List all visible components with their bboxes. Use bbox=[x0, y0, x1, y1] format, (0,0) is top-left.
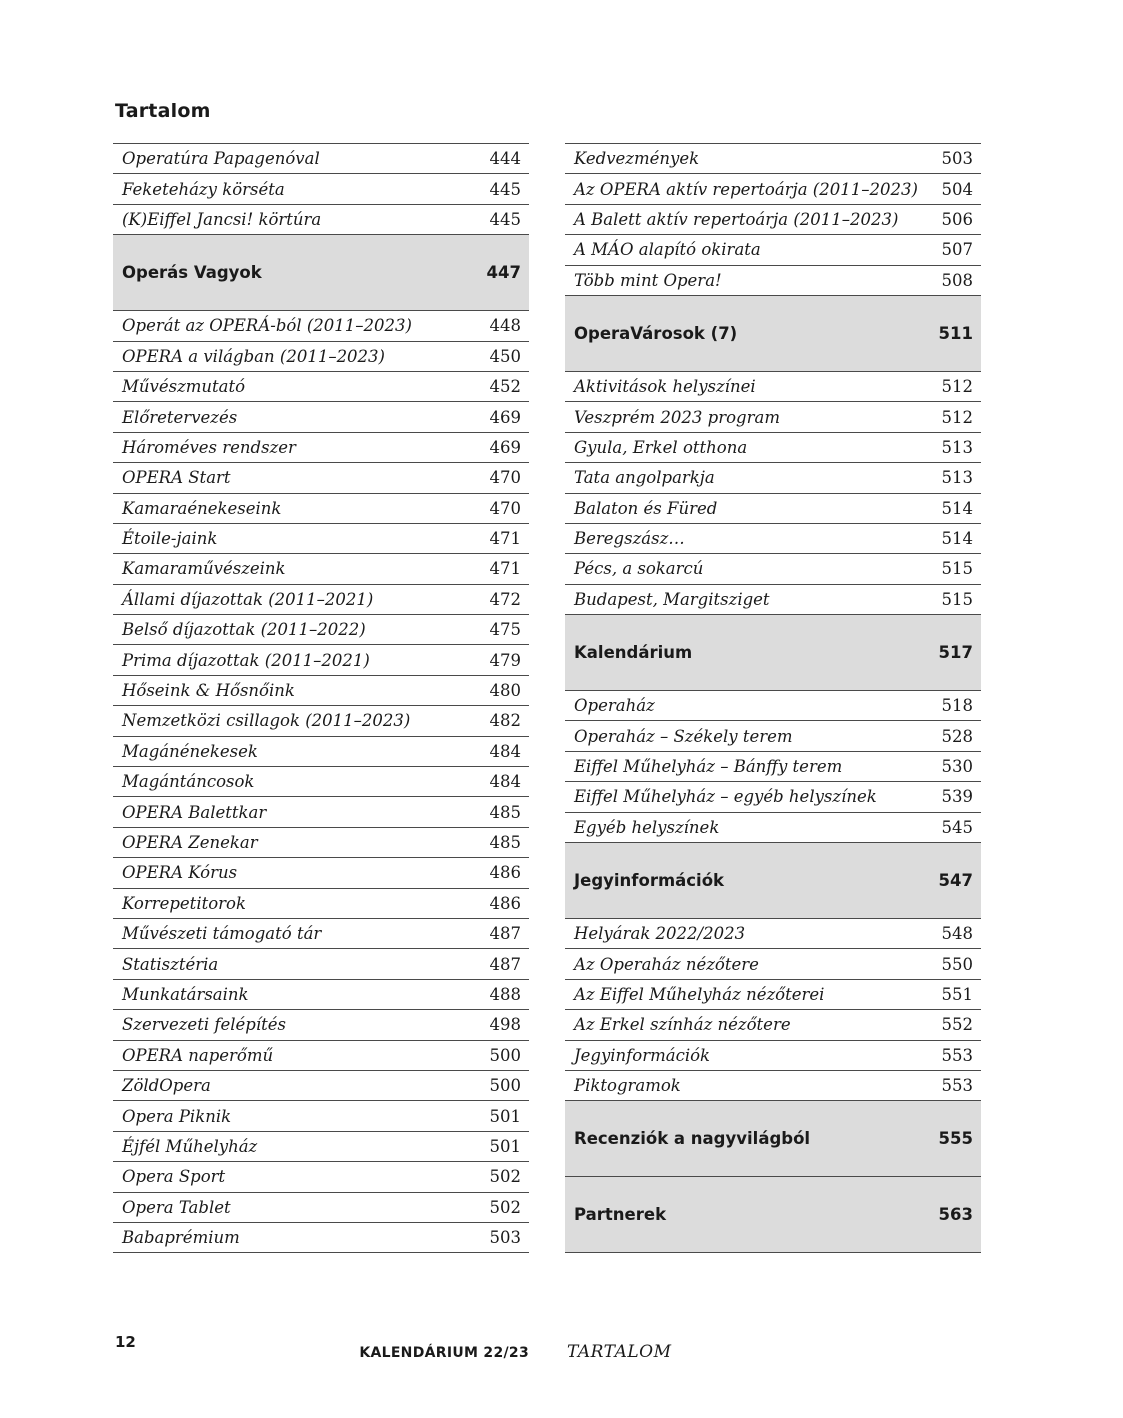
entry-title: Operaház – Székely terem bbox=[574, 726, 793, 746]
entry-title: Jegyinformációk bbox=[574, 1045, 711, 1065]
entry-title: Operatúra Papagenóval bbox=[122, 149, 320, 169]
section-page-number: 511 bbox=[938, 323, 973, 343]
entry-page-number: 551 bbox=[941, 985, 973, 1004]
entry-page-number: 487 bbox=[489, 924, 521, 944]
entry-title: Állami díjazottak (2011–2021) bbox=[122, 589, 374, 609]
entry-page-number: 501 bbox=[489, 1106, 521, 1126]
entry-title: Magántáncosok bbox=[122, 772, 255, 792]
entry-page-number: 512 bbox=[941, 377, 973, 397]
entry-page-number: 512 bbox=[941, 407, 973, 427]
toc-section-header bbox=[565, 1177, 981, 1253]
section-page-number: 517 bbox=[938, 643, 973, 663]
entry-title: Előretervezés bbox=[122, 407, 238, 427]
toc-entry bbox=[113, 949, 529, 979]
entry-page-number: 469 bbox=[489, 437, 521, 457]
entry-page-number: 487 bbox=[489, 954, 521, 974]
footer-section-name: TARTALOM bbox=[567, 1342, 672, 1362]
entry-page-number: 515 bbox=[941, 559, 973, 579]
toc-entry bbox=[565, 813, 981, 843]
toc-entry bbox=[565, 980, 981, 1010]
toc-entry bbox=[113, 494, 529, 524]
toc-entry bbox=[113, 205, 529, 235]
toc-entry bbox=[113, 1101, 529, 1131]
entry-page-number: 475 bbox=[489, 620, 521, 640]
toc-section-header bbox=[113, 235, 529, 311]
toc-entry bbox=[113, 645, 529, 675]
entry-page-number: 514 bbox=[941, 529, 973, 549]
toc-entry bbox=[565, 782, 981, 812]
toc-entry bbox=[113, 737, 529, 767]
entry-title: Babaprémium bbox=[122, 1228, 240, 1248]
entry-title: Éjfél Műhelyház bbox=[122, 1136, 258, 1156]
entry-title: OPERA naperőmű bbox=[122, 1045, 274, 1065]
entry-title: Nemzetközi csillagok (2011–2023) bbox=[122, 711, 411, 731]
toc-entry bbox=[565, 691, 981, 721]
toc-entry bbox=[113, 402, 529, 432]
entry-page-number: 486 bbox=[489, 863, 521, 883]
entry-title: A MÁO alapító okirata bbox=[574, 240, 761, 260]
entry-title: Prima díjazottak (2011–2021) bbox=[122, 650, 370, 670]
entry-title: Munkatársaink bbox=[122, 984, 249, 1004]
entry-page-number: 513 bbox=[941, 468, 973, 488]
entry-title: Kedvezmények bbox=[574, 149, 700, 169]
entry-page-number: 528 bbox=[941, 726, 973, 746]
toc-entry bbox=[113, 615, 529, 645]
toc-entry bbox=[565, 1010, 981, 1040]
toc-entry bbox=[113, 767, 529, 797]
entry-title: Beregszász… bbox=[574, 529, 685, 549]
entry-page-number: 450 bbox=[489, 346, 521, 366]
entry-page-number: 484 bbox=[489, 741, 521, 761]
entry-page-number: 485 bbox=[489, 833, 521, 852]
entry-title: Feketeházy körséta bbox=[122, 179, 285, 199]
toc-entry bbox=[113, 1193, 529, 1223]
page-number: 12 bbox=[115, 1333, 136, 1351]
toc-entry bbox=[113, 1071, 529, 1101]
toc-entry bbox=[113, 797, 529, 827]
section-page-number: 547 bbox=[938, 871, 973, 891]
entry-page-number: 444 bbox=[489, 149, 521, 169]
section-title: Partnerek bbox=[574, 1205, 667, 1225]
entry-title: OPERA a világban (2011–2023) bbox=[122, 346, 385, 366]
toc-entry bbox=[565, 1071, 981, 1101]
toc-entry bbox=[113, 889, 529, 919]
toc-entry bbox=[113, 144, 529, 174]
entry-page-number: 507 bbox=[941, 240, 973, 260]
entry-page-number: 515 bbox=[941, 589, 973, 609]
toc-entry bbox=[565, 433, 981, 463]
entry-page-number: 548 bbox=[941, 924, 973, 944]
entry-page-number: 470 bbox=[489, 468, 521, 488]
toc-entry bbox=[113, 828, 529, 858]
entry-title: Kamaraművészeink bbox=[122, 559, 286, 579]
entry-title: Statisztéria bbox=[122, 954, 219, 974]
entry-title: OPERA Start bbox=[122, 468, 231, 488]
entry-title: Szervezeti felépítés bbox=[122, 1015, 286, 1035]
entry-title: Étoile-jaink bbox=[122, 529, 218, 549]
entry-page-number: 553 bbox=[941, 1045, 973, 1065]
toc-section-header bbox=[565, 1101, 981, 1177]
toc-entry bbox=[113, 1041, 529, 1071]
section-title: Kalendárium bbox=[574, 643, 693, 663]
toc-entry bbox=[565, 372, 981, 402]
toc-entry bbox=[565, 721, 981, 751]
section-title: Recenziók a nagyvilágból bbox=[574, 1129, 811, 1149]
entry-title: Opera Piknik bbox=[122, 1106, 232, 1126]
entry-title: Hőseink & Hősnőink bbox=[122, 681, 295, 701]
section-title: Operás Vagyok bbox=[122, 263, 262, 283]
entry-page-number: 539 bbox=[941, 787, 973, 807]
entry-title: Opera Sport bbox=[122, 1167, 226, 1187]
entry-title: Több mint Opera! bbox=[574, 270, 722, 290]
entry-title: Egyéb helyszínek bbox=[574, 817, 720, 837]
toc-entry bbox=[565, 463, 981, 493]
toc-entry bbox=[113, 463, 529, 493]
entry-title: Pécs, a sokarcú bbox=[574, 559, 704, 579]
entry-page-number: 448 bbox=[489, 316, 521, 336]
toc-entry bbox=[113, 1162, 529, 1192]
toc-entry bbox=[113, 372, 529, 402]
entry-page-number: 502 bbox=[489, 1167, 521, 1187]
entry-title: Korrepetitorok bbox=[122, 893, 246, 913]
toc-entry bbox=[113, 1223, 529, 1253]
toc-entry bbox=[565, 174, 981, 204]
toc-entry bbox=[113, 311, 529, 341]
entry-title: Operát az OPERÁ-ból (2011–2023) bbox=[122, 316, 412, 336]
entry-page-number: 445 bbox=[489, 179, 521, 199]
entry-title: Operaház bbox=[574, 696, 655, 716]
entry-page-number: 530 bbox=[941, 757, 973, 777]
section-title: OperaVárosok (7) bbox=[574, 323, 738, 343]
toc-entry bbox=[113, 980, 529, 1010]
section-page-number: 563 bbox=[938, 1205, 973, 1225]
entry-page-number: 472 bbox=[489, 589, 521, 609]
page-title: Tartalom bbox=[115, 100, 211, 122]
toc-entry bbox=[565, 752, 981, 782]
entry-page-number: 482 bbox=[489, 711, 521, 731]
entry-title: OPERA Balettkar bbox=[122, 802, 267, 822]
toc-entry bbox=[113, 174, 529, 204]
entry-page-number: 545 bbox=[941, 817, 973, 837]
section-page-number: 555 bbox=[938, 1129, 973, 1149]
toc-entry bbox=[565, 494, 981, 524]
entry-page-number: 550 bbox=[941, 954, 973, 974]
entry-page-number: 513 bbox=[941, 437, 973, 457]
toc-entry bbox=[113, 1010, 529, 1040]
entry-page-number: 469 bbox=[489, 407, 521, 427]
entry-title: Hároméves rendszer bbox=[122, 437, 296, 457]
toc-entry bbox=[113, 554, 529, 584]
entry-page-number: 502 bbox=[489, 1197, 521, 1217]
entry-title: A Balett aktív repertoárja (2011–2023) bbox=[574, 209, 899, 229]
entry-page-number: 508 bbox=[941, 270, 973, 290]
toc-entry bbox=[565, 554, 981, 584]
entry-title: Balaton és Füred bbox=[574, 498, 718, 518]
entry-page-number: 501 bbox=[489, 1136, 521, 1156]
toc-entry bbox=[113, 919, 529, 949]
entry-page-number: 445 bbox=[489, 209, 521, 229]
entry-page-number: 480 bbox=[489, 681, 521, 701]
toc-column-right bbox=[565, 143, 981, 1253]
entry-title: ZöldOpera bbox=[122, 1076, 211, 1096]
entry-title: Gyula, Erkel otthona bbox=[574, 437, 748, 457]
entry-page-number: 471 bbox=[489, 529, 521, 549]
toc-entry bbox=[565, 266, 981, 296]
entry-title: Piktogramok bbox=[574, 1076, 681, 1096]
entry-page-number: 504 bbox=[941, 179, 973, 199]
entry-title: Kamaraénekeseink bbox=[122, 498, 282, 518]
entry-title: Aktivitások helyszínei bbox=[574, 377, 756, 397]
entry-page-number: 503 bbox=[941, 149, 973, 169]
toc-column-left bbox=[113, 143, 529, 1253]
entry-page-number: 552 bbox=[941, 1015, 973, 1035]
footer-publication-title: KALENDÁRIUM 22/23 bbox=[359, 1345, 529, 1361]
entry-title: Eiffel Műhelyház – egyéb helyszínek bbox=[574, 787, 877, 807]
entry-title: Opera Tablet bbox=[122, 1197, 231, 1217]
entry-page-number: 518 bbox=[941, 696, 973, 716]
toc-section-header bbox=[565, 296, 981, 372]
entry-page-number: 470 bbox=[489, 498, 521, 518]
entry-title: Az Operaház nézőtere bbox=[574, 954, 759, 974]
entry-title: Magánénekesek bbox=[122, 741, 258, 761]
toc-entry bbox=[565, 205, 981, 235]
entry-page-number: 500 bbox=[489, 1045, 521, 1065]
entry-page-number: 479 bbox=[489, 650, 521, 670]
entry-page-number: 485 bbox=[489, 802, 521, 822]
section-title: Jegyinformációk bbox=[574, 871, 725, 891]
toc-entry bbox=[565, 524, 981, 554]
toc-entry bbox=[565, 1041, 981, 1071]
entry-page-number: 498 bbox=[489, 1015, 521, 1035]
entry-page-number: 503 bbox=[489, 1228, 521, 1248]
entry-title: OPERA Kórus bbox=[122, 863, 238, 883]
entry-page-number: 488 bbox=[489, 984, 521, 1004]
entry-page-number: 514 bbox=[941, 498, 973, 518]
entry-title: Helyárak 2022/2023 bbox=[574, 924, 746, 944]
toc-entry bbox=[565, 585, 981, 615]
entry-title: Budapest, Margitsziget bbox=[574, 589, 770, 609]
entry-page-number: 471 bbox=[489, 559, 521, 579]
toc-entry bbox=[113, 676, 529, 706]
entry-title: Az Eiffel Műhelyház nézőterei bbox=[574, 985, 825, 1004]
toc-section-header bbox=[565, 615, 981, 691]
entry-title: Tata angolparkja bbox=[574, 468, 715, 488]
toc-entry bbox=[113, 858, 529, 888]
entry-page-number: 486 bbox=[489, 893, 521, 913]
toc-entry bbox=[565, 949, 981, 979]
entry-title: Művészeti támogató tár bbox=[122, 924, 322, 944]
toc-entry bbox=[565, 235, 981, 265]
toc-entry bbox=[113, 706, 529, 736]
section-page-number: 447 bbox=[486, 263, 521, 283]
toc-entry bbox=[113, 1132, 529, 1162]
toc-entry bbox=[565, 919, 981, 949]
entry-page-number: 553 bbox=[941, 1076, 973, 1096]
entry-title: Eiffel Műhelyház – Bánffy terem bbox=[574, 757, 843, 777]
toc-entry bbox=[113, 342, 529, 372]
toc-entry bbox=[113, 433, 529, 463]
toc-section-header bbox=[565, 843, 981, 919]
entry-page-number: 500 bbox=[489, 1076, 521, 1096]
entry-title: Belső díjazottak (2011–2022) bbox=[122, 620, 366, 640]
entry-title: OPERA Zenekar bbox=[122, 833, 258, 852]
entry-page-number: 506 bbox=[941, 209, 973, 229]
toc-entry bbox=[565, 402, 981, 432]
entry-title: Az OPERA aktív repertoárja (2011–2023) bbox=[574, 179, 918, 199]
toc-entry bbox=[113, 524, 529, 554]
entry-title: Veszprém 2023 program bbox=[574, 407, 780, 427]
toc-entry bbox=[565, 144, 981, 174]
entry-title: Az Erkel színház nézőtere bbox=[574, 1015, 791, 1035]
entry-page-number: 452 bbox=[489, 377, 521, 397]
entry-page-number: 484 bbox=[489, 772, 521, 792]
entry-title: Művészmutató bbox=[122, 377, 246, 397]
toc-entry bbox=[113, 585, 529, 615]
entry-title: (K)Eiffel Jancsi! körtúra bbox=[122, 209, 322, 229]
